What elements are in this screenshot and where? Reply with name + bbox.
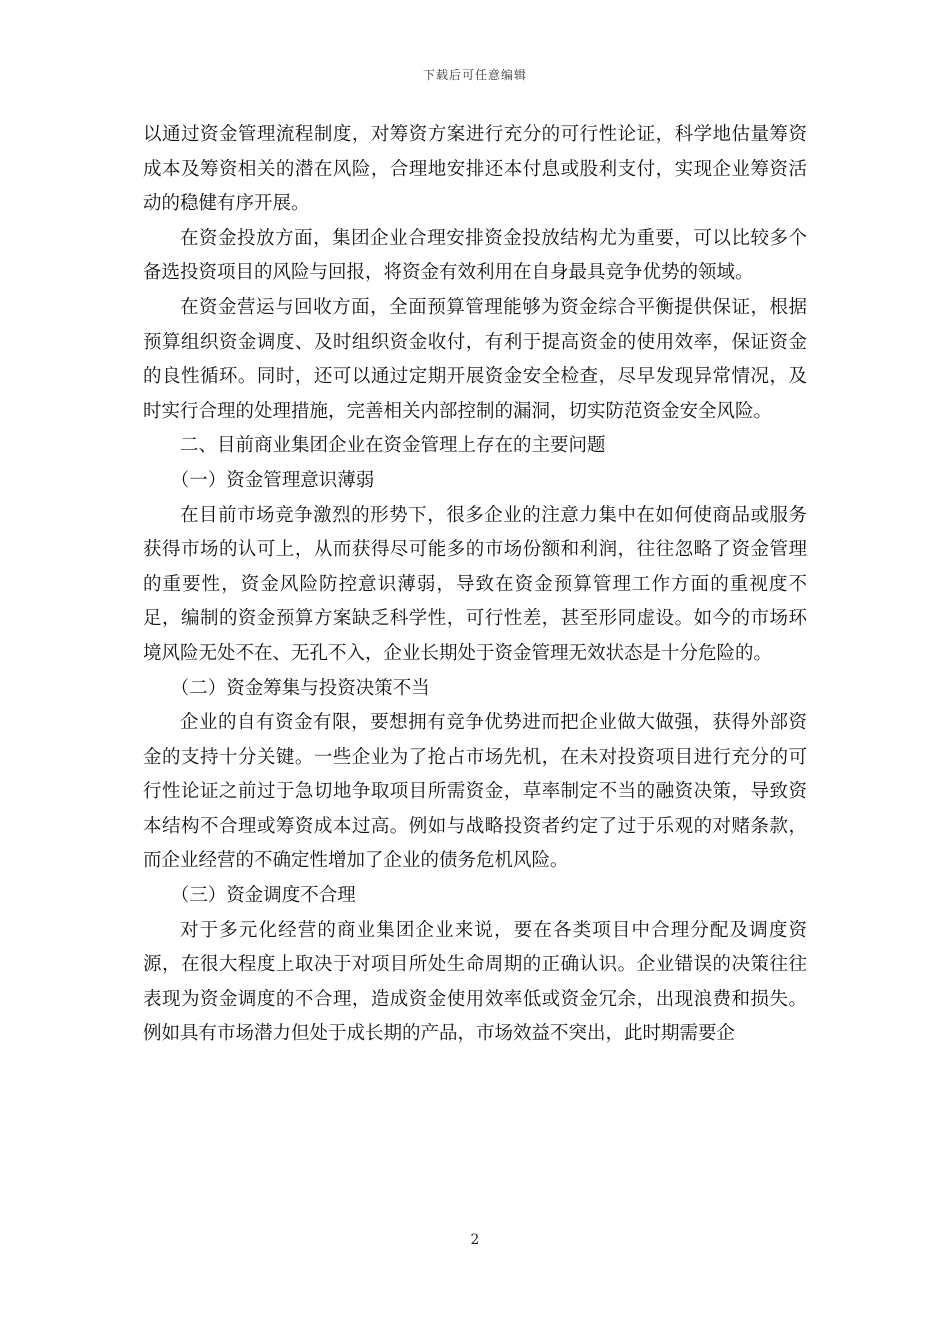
- paragraph-investment: 在资金投放方面，集团企业合理安排资金投放结构尤为重要，可以比较多个备选投资项目的风险与回报，将资金有效利用在自身最具竞争优势的领域。: [143, 227, 807, 284]
- page-number: 2: [470, 1232, 480, 1248]
- subsection-heading-3: （三）资金调度不合理: [170, 885, 356, 907]
- subsection-heading-2: （二）资金筹集与投资决策不当: [170, 677, 430, 699]
- paragraph-continued: 以通过资金管理流程制度，对筹资方案进行充分的可行性论证，科学地估量筹资成本及筹资相关的潜在风险，合理地安排还本付息或股利支付，实现企业筹资活动的稳健有序开展。: [143, 124, 807, 215]
- paragraph-scheduling: 对于多元化经营的商业集团企业来说，要在各类项目中合理分配及调度资源，在很大程度上取决于对项目所处生命周期的正确认识。企业错误的决策往往表现为资金调度的不合理，造成资金使用效率低或资金冗余，出现浪费和损失。例如具有市场潜力但处于成长期的产品，市场效益不突出，此时期需要企: [143, 919, 807, 1045]
- subsection-heading-1: （一）资金管理意识薄弱: [170, 469, 375, 491]
- paragraph-operations: 在资金营运与回收方面，全面预算管理能够为资金综合平衡提供保证，根据预算组织资金调度、及时组织资金收付，有利于提高资金的使用效率，保证资金的良性循环。同时，还可以通过定期开展资金安全检查，尽早发现异常情况，及时实行合理的处理措施，完善相关内部控制的漏洞，切实防范资金安全风险。: [143, 296, 807, 422]
- document-body: [143, 118, 807, 1052]
- page-header: 下载后可任意编辑: [422, 68, 527, 82]
- paragraph-awareness: 在目前市场竞争激烈的形势下，很多企业的注意力集中在如何使商品或服务获得市场的认可上，从而获得尽可能多的市场份额和利润，往往忽略了资金管理的重要性，资金风险防控意识薄弱，导致在资金预算管理工作方面的重视度不足，编制的资金预算方案缺乏科学性，可行性差，甚至形同虚设。如今的市场环境风险无处不在、无孔不入，企业长期处于资金管理无效状态是十分危险的。: [143, 504, 807, 664]
- paragraph-financing: 企业的自有资金有限，要想拥有竞争优势进而把企业做大做强，获得外部资金的支持十分关键。一些企业为了抢占市场先机，在未对投资项目进行充分的可行性论证之前过于急切地争取项目所需资金，草率制定不当的融资决策，导致资本结构不合理或筹资成本过高。例如与战略投资者约定了过于乐观的对赌条款，而企业经营的不确定性增加了企业的债务危机风险。: [143, 712, 807, 872]
- section-heading-2: 二、目前商业集团企业在资金管理上存在的主要问题: [180, 435, 606, 457]
